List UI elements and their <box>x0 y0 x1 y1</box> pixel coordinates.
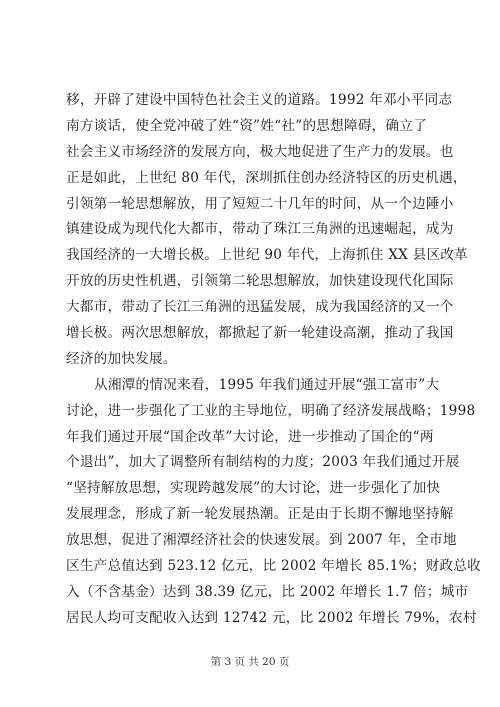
text-line: 个退出”，加大了调整所有制结构的力度；2003 年我们通过开展 <box>66 454 460 471</box>
text-line: 社会主义市场经济的发展方向，极大地促进了生产力的发展。也 <box>66 143 454 160</box>
paragraph-first-line: 从湘潭的情况来看，1995 年我们通过开展“强工富市”大 <box>94 376 440 393</box>
text-line: 经济的加快发展。 <box>66 350 177 367</box>
text-line: 区生产总值达到 523.12 亿元，比 2002 年增长 85.1%；财政总收 <box>66 558 481 575</box>
body-text <box>66 88 481 632</box>
text-line: 发展理念，形成了新一轮发展热潮。正是由于长期不懈地坚持解 <box>66 506 454 523</box>
text-line: 移，开辟了建设中国特色社会主义的道路。1992 年邓小平同志 <box>66 92 453 108</box>
text-line: 年我们通过开展“国企改革”大讨论，进一步推动了国企的“两 <box>66 428 434 445</box>
text-line: 引领第一轮思想解放，用了短短二十几年的时间，从一个边陲小 <box>66 195 454 212</box>
page-footer: 第 3 页 共 20 页 <box>210 656 290 668</box>
text-line: 镇建设成为现代化大都市，带动了珠江三角洲的迅速崛起，成为 <box>66 221 454 238</box>
text-line: 南方谈话，使全党冲破了姓“资”姓“社”的思想障碍，确立了 <box>66 117 428 134</box>
text-line: 大都市，带动了长江三角洲的迅猛发展，成为我国经济的又一个 <box>66 299 454 316</box>
text-line: 讨论，进一步强化了工业的主导地位，明确了经济发展战略；1998 <box>66 402 476 419</box>
text-line: 我国经济的一大增长极。上世纪 90 年代，上海抓住 XX 县区改革 <box>66 247 469 264</box>
text-line: 正是如此，上世纪 80 年代，深圳抓住创办经济特区的历史机遇， <box>66 169 467 186</box>
text-line: 入（不含基金）达到 38.39 亿元，比 2002 年增长 1.7 倍；城市 <box>66 583 469 600</box>
text-line: “坚持解放思想，实现跨越发展”的大讨论，进一步强化了加快 <box>66 480 441 497</box>
text-line: 开放的历史性机遇，引领第二轮思想解放，加快建设现代化国际 <box>66 273 454 290</box>
text-line: 增长极。两次思想解放，都掀起了新一轮建设高潮，推动了我国 <box>66 325 454 342</box>
text-line: 居民人均可支配收入达到 12742 元，比 2002 年增长 79%，农村 <box>66 609 477 626</box>
text-line: 放思想，促进了湘潭经济社会的快速发展。到 2007 年，全市地 <box>66 532 457 549</box>
